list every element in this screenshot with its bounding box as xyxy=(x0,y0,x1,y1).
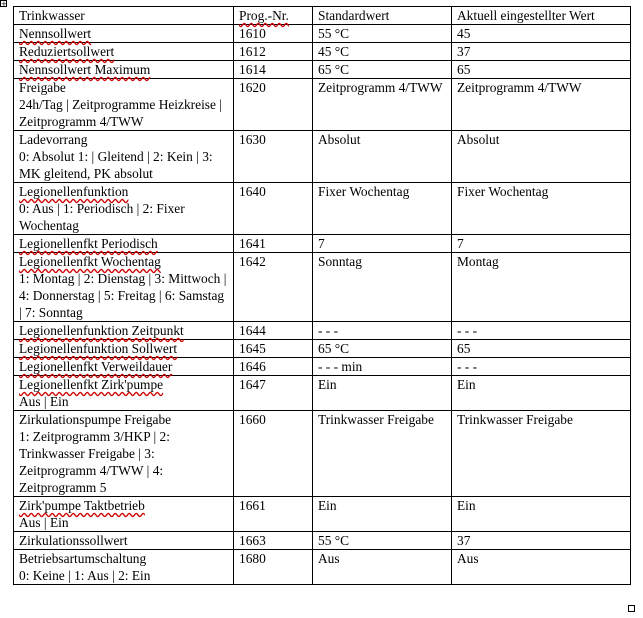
param-name-cell xyxy=(14,79,234,131)
current-cell: 65 xyxy=(452,61,631,79)
current-cell: - - - xyxy=(452,322,631,340)
param-name: Reduziertsollwert xyxy=(19,44,115,59)
table-row xyxy=(14,411,631,497)
param-options: 24h/Tag | Zeitprogramme Heizkreise | Zeitprogramm 4/TWW xyxy=(19,97,222,129)
prog-cell: 1612 xyxy=(234,43,313,61)
prog-cell: 1630 xyxy=(234,131,313,183)
param-name: Nennsollwert xyxy=(19,26,92,41)
table-row xyxy=(14,550,631,585)
standard-cell: 7 xyxy=(313,235,452,253)
param-name-cell xyxy=(14,497,234,532)
param-name-cell xyxy=(14,532,234,550)
param-name: Legionellenfkt Wochentag xyxy=(19,254,161,269)
param-name: Legionellenfunktion Sollwert xyxy=(19,341,178,356)
param-name: Betriebsartumschaltung xyxy=(19,551,147,566)
param-name: Legionellenfkt Zirk'pumpe xyxy=(19,377,164,392)
current-cell: Zeitprogramm 4/TWW xyxy=(452,79,631,131)
standard-cell: 65 °C xyxy=(313,340,452,358)
param-name: Zirkulationssollwert xyxy=(19,533,128,548)
table-row xyxy=(14,25,631,43)
table-move-handle-icon[interactable]: + xyxy=(1,0,7,8)
param-name: Zirkulationspumpe Freigabe xyxy=(19,412,172,427)
header-current: Aktuell eingestellter Wert xyxy=(452,7,631,25)
param-options: 0: Aus | 1: Periodisch | 2: Fixer Wochentag xyxy=(19,201,185,233)
param-name-cell xyxy=(14,43,234,61)
param-name-cell xyxy=(14,550,234,585)
current-cell: Fixer Wochentag xyxy=(452,183,631,235)
header-prog xyxy=(234,7,313,25)
param-name-cell xyxy=(14,376,234,411)
param-name: Freigabe xyxy=(19,80,66,95)
param-name-cell xyxy=(14,131,234,183)
standard-cell: Aus xyxy=(313,550,452,585)
prog-cell: 1642 xyxy=(234,253,313,322)
current-cell: Montag xyxy=(452,253,631,322)
current-cell: - - - xyxy=(452,358,631,376)
standard-cell: Ein xyxy=(313,376,452,411)
prog-cell: 1614 xyxy=(234,61,313,79)
standard-cell: - - - min xyxy=(313,358,452,376)
standard-cell: Trinkwasser Freigabe xyxy=(313,411,452,497)
standard-cell: - - - xyxy=(313,322,452,340)
param-options: 1: Montag | 2: Dienstag | 3: Mittwoch | 4: Donnerstag | 5: Freitag | 6: Samstag | 7: Sonntag xyxy=(19,271,227,320)
prog-cell: 1663 xyxy=(234,532,313,550)
current-cell: 37 xyxy=(452,43,631,61)
current-cell: Trinkwasser Freigabe xyxy=(452,411,631,497)
param-name-cell xyxy=(14,253,234,322)
current-cell: Aus xyxy=(452,550,631,585)
table-row xyxy=(14,532,631,550)
param-name: Legionellenfunktion Zeitpunkt xyxy=(19,323,184,338)
standard-cell: Fixer Wochentag xyxy=(313,183,452,235)
prog-cell: 1660 xyxy=(234,411,313,497)
current-cell: Ein xyxy=(452,376,631,411)
param-name-cell xyxy=(14,183,234,235)
prog-cell: 1620 xyxy=(234,79,313,131)
standard-cell: Ein xyxy=(313,497,452,532)
settings-table xyxy=(13,6,631,585)
current-cell: 37 xyxy=(452,532,631,550)
table-row xyxy=(14,61,631,79)
table-row xyxy=(14,79,631,131)
param-name: Legionellenfunktion xyxy=(19,184,129,199)
prog-cell: 1644 xyxy=(234,322,313,340)
table-header-row xyxy=(14,7,631,25)
param-name-cell xyxy=(14,235,234,253)
table-row xyxy=(14,131,631,183)
prog-cell: 1646 xyxy=(234,358,313,376)
prog-cell: 1680 xyxy=(234,550,313,585)
param-name-cell xyxy=(14,25,234,43)
table-row xyxy=(14,497,631,532)
standard-cell: Zeitprogramm 4/TWW xyxy=(313,79,452,131)
param-name: Zirk'pumpe Taktbetrieb xyxy=(19,498,145,513)
standard-cell: 65 °C xyxy=(313,61,452,79)
prog-cell: 1645 xyxy=(234,340,313,358)
param-options: 0: Absolut 1: | Gleitend | 2: Kein | 3: MK gleitend, PK absolut xyxy=(19,149,213,181)
prog-cell: 1641 xyxy=(234,235,313,253)
table-row xyxy=(14,183,631,235)
param-name-cell xyxy=(14,322,234,340)
table-row xyxy=(14,358,631,376)
param-name-cell xyxy=(14,61,234,79)
param-name: Legionellenfkt Periodisch xyxy=(19,236,158,251)
standard-cell: 55 °C xyxy=(313,25,452,43)
param-name: Legionellenfkt Verweildauer xyxy=(19,359,173,374)
param-options: Aus | Ein xyxy=(19,394,69,409)
header-name: Trinkwasser xyxy=(14,7,234,25)
standard-cell: 55 °C xyxy=(313,532,452,550)
current-cell: 7 xyxy=(452,235,631,253)
param-name-cell xyxy=(14,411,234,497)
param-options: Aus | Ein xyxy=(19,515,69,530)
standard-cell: 45 °C xyxy=(313,43,452,61)
param-options: 0: Keine | 1: Aus | 2: Ein xyxy=(19,568,151,583)
header-standard: Standardwert xyxy=(313,7,452,25)
standard-cell: Sonntag xyxy=(313,253,452,322)
prog-cell: 1610 xyxy=(234,25,313,43)
standard-cell: Absolut xyxy=(313,131,452,183)
current-cell: 65 xyxy=(452,340,631,358)
table-row xyxy=(14,322,631,340)
current-cell: Absolut xyxy=(452,131,631,183)
header-prog-text: Prog.-Nr. xyxy=(239,8,289,23)
param-name: Nennsollwert Maximum xyxy=(19,62,151,77)
table-row xyxy=(14,253,631,322)
table-row xyxy=(14,43,631,61)
table-row xyxy=(14,376,631,411)
current-cell: Ein xyxy=(452,497,631,532)
prog-cell: 1640 xyxy=(234,183,313,235)
prog-cell: 1661 xyxy=(234,497,313,532)
table-row xyxy=(14,340,631,358)
current-cell: 45 xyxy=(452,25,631,43)
table-row xyxy=(14,235,631,253)
param-name: Ladevorrang xyxy=(19,132,88,147)
param-name-cell xyxy=(14,340,234,358)
param-options: 1: Zeitprogramm 3/HKP | 2: Trinkwasser Freigabe | 3: Zeitprogramm 4/TWW | 4: Zeitprogramm 5 xyxy=(19,429,170,495)
table-resize-handle[interactable] xyxy=(628,605,635,612)
param-name-cell xyxy=(14,358,234,376)
prog-cell: 1647 xyxy=(234,376,313,411)
